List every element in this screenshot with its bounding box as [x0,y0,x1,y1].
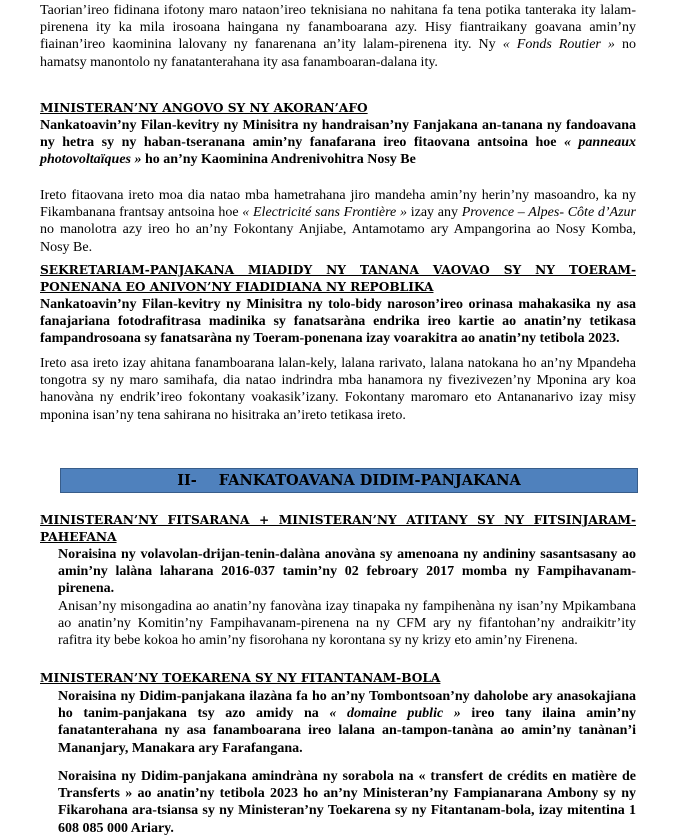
justice-detail-paragraph: Anisan’ny misongadina ao anatin’ny fanovàna izay tinapaka ny fampihenàna ny isan’ny Mpikambana ao anatin’ny Komitin’ny Fampihavanam-pirenena na ny CFM ary ny fifantohan’ny andraikitr’ity rafitra ity bebe kokoa ho amin’ny fisorohana ny korontana sy ny krizy eto amin’ny Firenena. [58,599,636,649]
ministry-energy-heading: MINISTERAN’NY ANGOVO SY NY AKORAN’AFO [40,101,368,115]
section-ii-number: II- [177,472,197,489]
secretariat-heading: SEKRETARIAM-PANJAKANA MIADIDY NY TANANA VAOVAO SY NY TOERAM-PONENANA EO ANIVON’NY FIADIDIANA NY REPOBLIKA [40,263,636,294]
section-ii-banner [60,468,638,493]
ministry-economy-heading: MINISTERAN’NY TOEKARENA SY NY FITANTANAM-BOLA [40,671,441,685]
economy-transfer-paragraph: Noraisina ny Didim-panjakana amindràna ny sorabola na « transfert de crédits en matière de Transferts » ao anatin’ny tetibola 2023 ho an’ny Ministeran’ny Fampianarana Ambony sy ny Fikarohana ara-tsiansa sy ny Ministeran’ny Toekarena sy ny Fitantanam-bola, izay mitentina 1 608 085 000 Ariary. [58,769,636,836]
secretariat-detail-paragraph: Ireto asa ireto izay ahitana fanamboarana lalan-kely, lalana rarivato, lalana natokana ho an’ny Mpandeha tongotra sy ny maro samihafa, dia natao indrindra mba hanamora ny fivezivezen’ny Mponina ary koa hanovàna ny endrik’ireo fokontany voakasik’izany. Fokontany maromaro eto Antananarivo izay misy mponina isan’ny tena sahirana no hisitraka an’ireto tetikasa ireto. [40,356,636,423]
economy-decision-paragraph: Noraisina ny Didim-panjakana ilazàna fa ho an’ny Tombontsoan’ny daholobe ary anasokajiana ho tanim-panjakana tsy azo amidy na « domaine public » ireo tany ilaina amin’ny fanatanterahana ny asa fanamboarana ireo lalana an-tampon-tanàna ao amin’ny tanànan’i Mananjary, Manakara ary Farafangana. [58,689,637,756]
energy-decision-paragraph: Nankatoavin’ny Filan-kevitry ny Minisitra ny handraisan’ny Fanjakana an-tanana ny fandoavana ny hetra sy ny haban-tseranana amin’ny fanafarana ireo fitaovana antsoina hoe « panneaux photovoltaïques » ho an’ny Kaominina Andrenivohitra Nosy Be [40,118,636,168]
justice-decision-paragraph: Noraisina ny volavolan-drijan-tenin-dalàna anovàna sy amenoana ny andininy sasantsasany ao amin’ny lalàna laharana 2016-037 tamin’ny 02 febroary 2017 momba ny Fampihavanam-pirenena. [58,547,636,597]
ministry-justice-heading: MINISTERAN’NY FITSARANA + MINISTERAN’NY ATITANY SY NY FITSINJARAM-PAHEFANA [40,513,636,544]
intro-paragraph: Taorian’ireo fidinana ifotony maro nataon’ireo teknisiana no nahitana fa tena potika tanteraka ity lalam-pirenena ity ka mila irosoana haingana ny fanamboarana azy. Hisy fiantraikany goavana amin’ny fiainan’ireo kaominina lalovany ny fanarenana an’ity lalam-pirenena ity. Ny « Fonds Routier » no hamatsy manontolo ny fanatanterahana ity asa fanamboaran-dalana ity. [40,3,636,70]
secretariat-decision-paragraph: Nankatoavin’ny Filan-kevitry ny Minisitra ny tolo-bidy naroson’ireo orinasa mahakasika ny asa fanajariana fotodrafitrasa madinika sy fanatsaràna endrika ireo kartie ao anatin’ny tetikasa fampandrosoana sy fanatsaràna ny Toeram-ponenana izay voarakitra ao anatin’ny tetibola 2023. [40,297,636,347]
energy-detail-paragraph: Ireto fitaovana ireto moa dia natao mba hametrahana jiro mandeha amin’ny herin’ny masoandro, ka ny Fikambanana frantsay antsoina hoe « Electricité sans Frontière » izay any Provence – Alpes- Côte d’Azur no manolotra azy ireo ho an’ny Fokontany Anjiabe, Antamotamo ary Ampangorina ao Nosy Komba, Nosy Be. [40,188,636,255]
section-ii-title: FANKATOAVANA DIDIM-PANJAKANA [218,472,521,489]
